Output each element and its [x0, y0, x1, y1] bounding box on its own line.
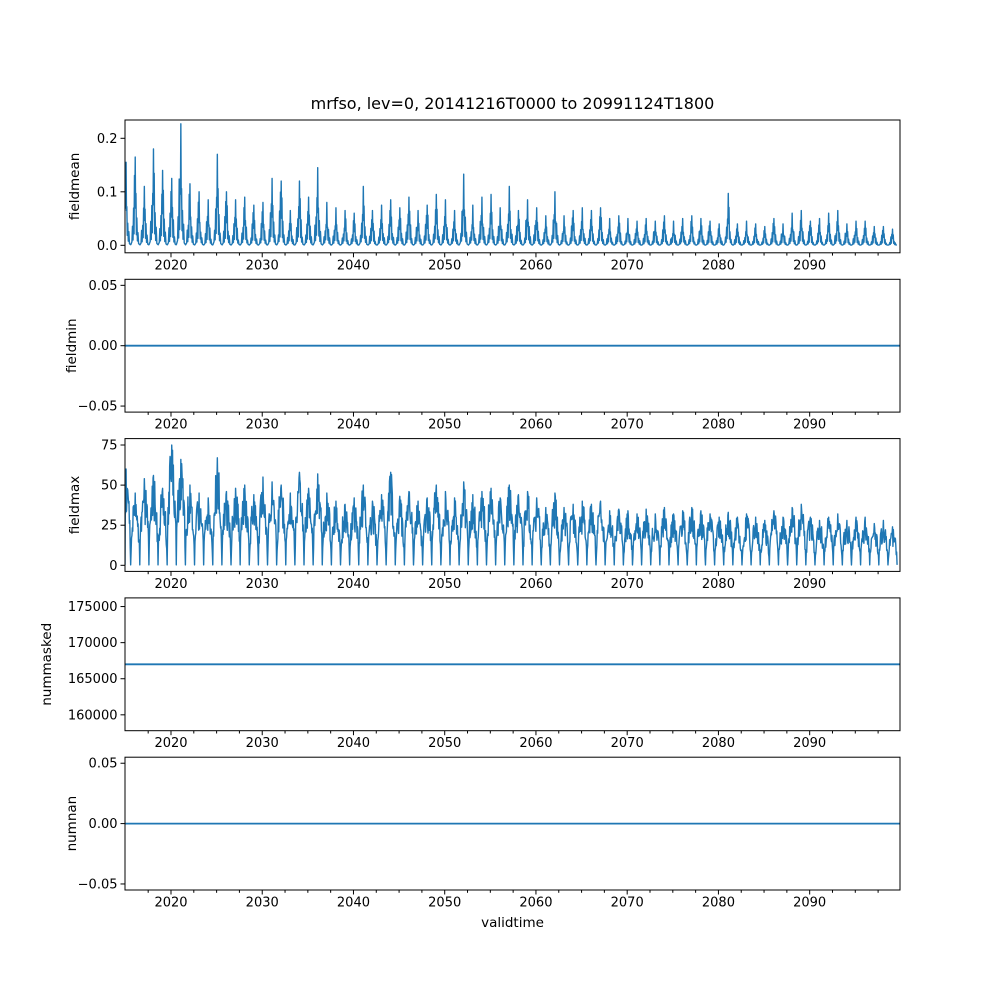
x-tick-label: 2040: [336, 258, 371, 274]
y-tick-label: 160000: [67, 708, 118, 724]
x-tick-label: 2020: [154, 417, 188, 433]
y-tick-label: −0.05: [77, 877, 118, 893]
x-tick-label: 2060: [519, 576, 553, 592]
y-tick-label: 0.2: [96, 131, 118, 147]
x-tick-label: 2060: [519, 258, 553, 274]
x-tick-label: 2020: [154, 895, 188, 911]
y-tick-label: 175000: [67, 600, 118, 616]
x-tick-label: 2030: [245, 258, 279, 274]
x-tick-label: 2090: [793, 736, 827, 752]
x-tick-label: 2080: [701, 895, 735, 911]
y-axis-label-fieldmin: fieldmin: [64, 318, 80, 373]
y-axis-label-fieldmax: fieldmax: [67, 475, 83, 535]
series-line-fieldmax: [125, 445, 897, 565]
x-tick-label: 2080: [701, 736, 735, 752]
x-tick-label: 2050: [428, 736, 462, 752]
series-line-fieldmean: [125, 124, 897, 245]
axes-frame: [125, 439, 900, 572]
y-tick-label: 0: [109, 558, 118, 574]
x-tick-label: 2020: [154, 258, 188, 274]
x-tick-label: 2060: [519, 736, 553, 752]
x-tick-label: 2030: [245, 576, 279, 592]
x-tick-label: 2090: [793, 417, 827, 433]
panel-nummasked: [39, 598, 900, 751]
x-tick-label: 2070: [610, 895, 644, 911]
x-tick-label: 2080: [701, 417, 735, 433]
x-tick-label: 2090: [793, 895, 827, 911]
x-tick-label: 2050: [428, 417, 462, 433]
x-tick-label: 2040: [336, 895, 371, 911]
x-tick-label: 2030: [245, 736, 279, 752]
x-tick-label: 2030: [245, 417, 279, 433]
y-tick-label: 0.0: [96, 238, 118, 254]
panel-fieldmin: [64, 279, 900, 433]
x-tick-label: 2090: [793, 258, 827, 274]
y-tick-label: 0.05: [88, 756, 118, 772]
x-tick-label: 2050: [428, 576, 462, 592]
x-tick-label: 2070: [610, 417, 644, 433]
y-tick-label: 75: [100, 438, 118, 454]
panel-fieldmean: [67, 120, 900, 273]
y-axis-label-fieldmean: fieldmean: [67, 152, 83, 221]
y-tick-label: −0.05: [77, 399, 118, 415]
x-tick-label: 2070: [610, 576, 644, 592]
panel-numnan: [64, 757, 900, 911]
x-axis-label: validtime: [481, 915, 544, 931]
y-tick-label: 165000: [67, 672, 118, 688]
x-tick-label: 2080: [701, 576, 735, 592]
x-tick-label: 2040: [336, 736, 371, 752]
y-tick-label: 0.05: [88, 278, 118, 294]
y-tick-label: 50: [100, 478, 118, 494]
panel-fieldmax: [67, 439, 900, 592]
x-tick-label: 2040: [336, 417, 371, 433]
x-tick-label: 2060: [519, 895, 553, 911]
y-tick-label: 0.00: [88, 817, 118, 833]
x-tick-label: 2070: [610, 736, 644, 752]
x-tick-label: 2020: [154, 736, 188, 752]
x-tick-label: 2090: [793, 576, 827, 592]
x-tick-label: 2080: [701, 258, 735, 274]
y-axis-label-nummasked: nummasked: [39, 622, 55, 706]
x-tick-label: 2050: [428, 258, 462, 274]
y-tick-label: 25: [100, 518, 118, 534]
x-tick-label: 2050: [428, 895, 462, 911]
x-tick-label: 2030: [245, 895, 279, 911]
chart-title: mrfso, lev=0, 20141216T0000 to 20991124T1800: [310, 94, 715, 113]
x-tick-label: 2020: [154, 576, 188, 592]
y-tick-label: 0.00: [88, 339, 118, 355]
y-axis-label-numnan: numnan: [64, 795, 80, 852]
y-tick-label: 170000: [67, 636, 118, 652]
x-tick-label: 2040: [336, 576, 371, 592]
x-tick-label: 2070: [610, 258, 644, 274]
x-tick-label: 2060: [519, 417, 553, 433]
y-tick-label: 0.1: [96, 185, 118, 201]
